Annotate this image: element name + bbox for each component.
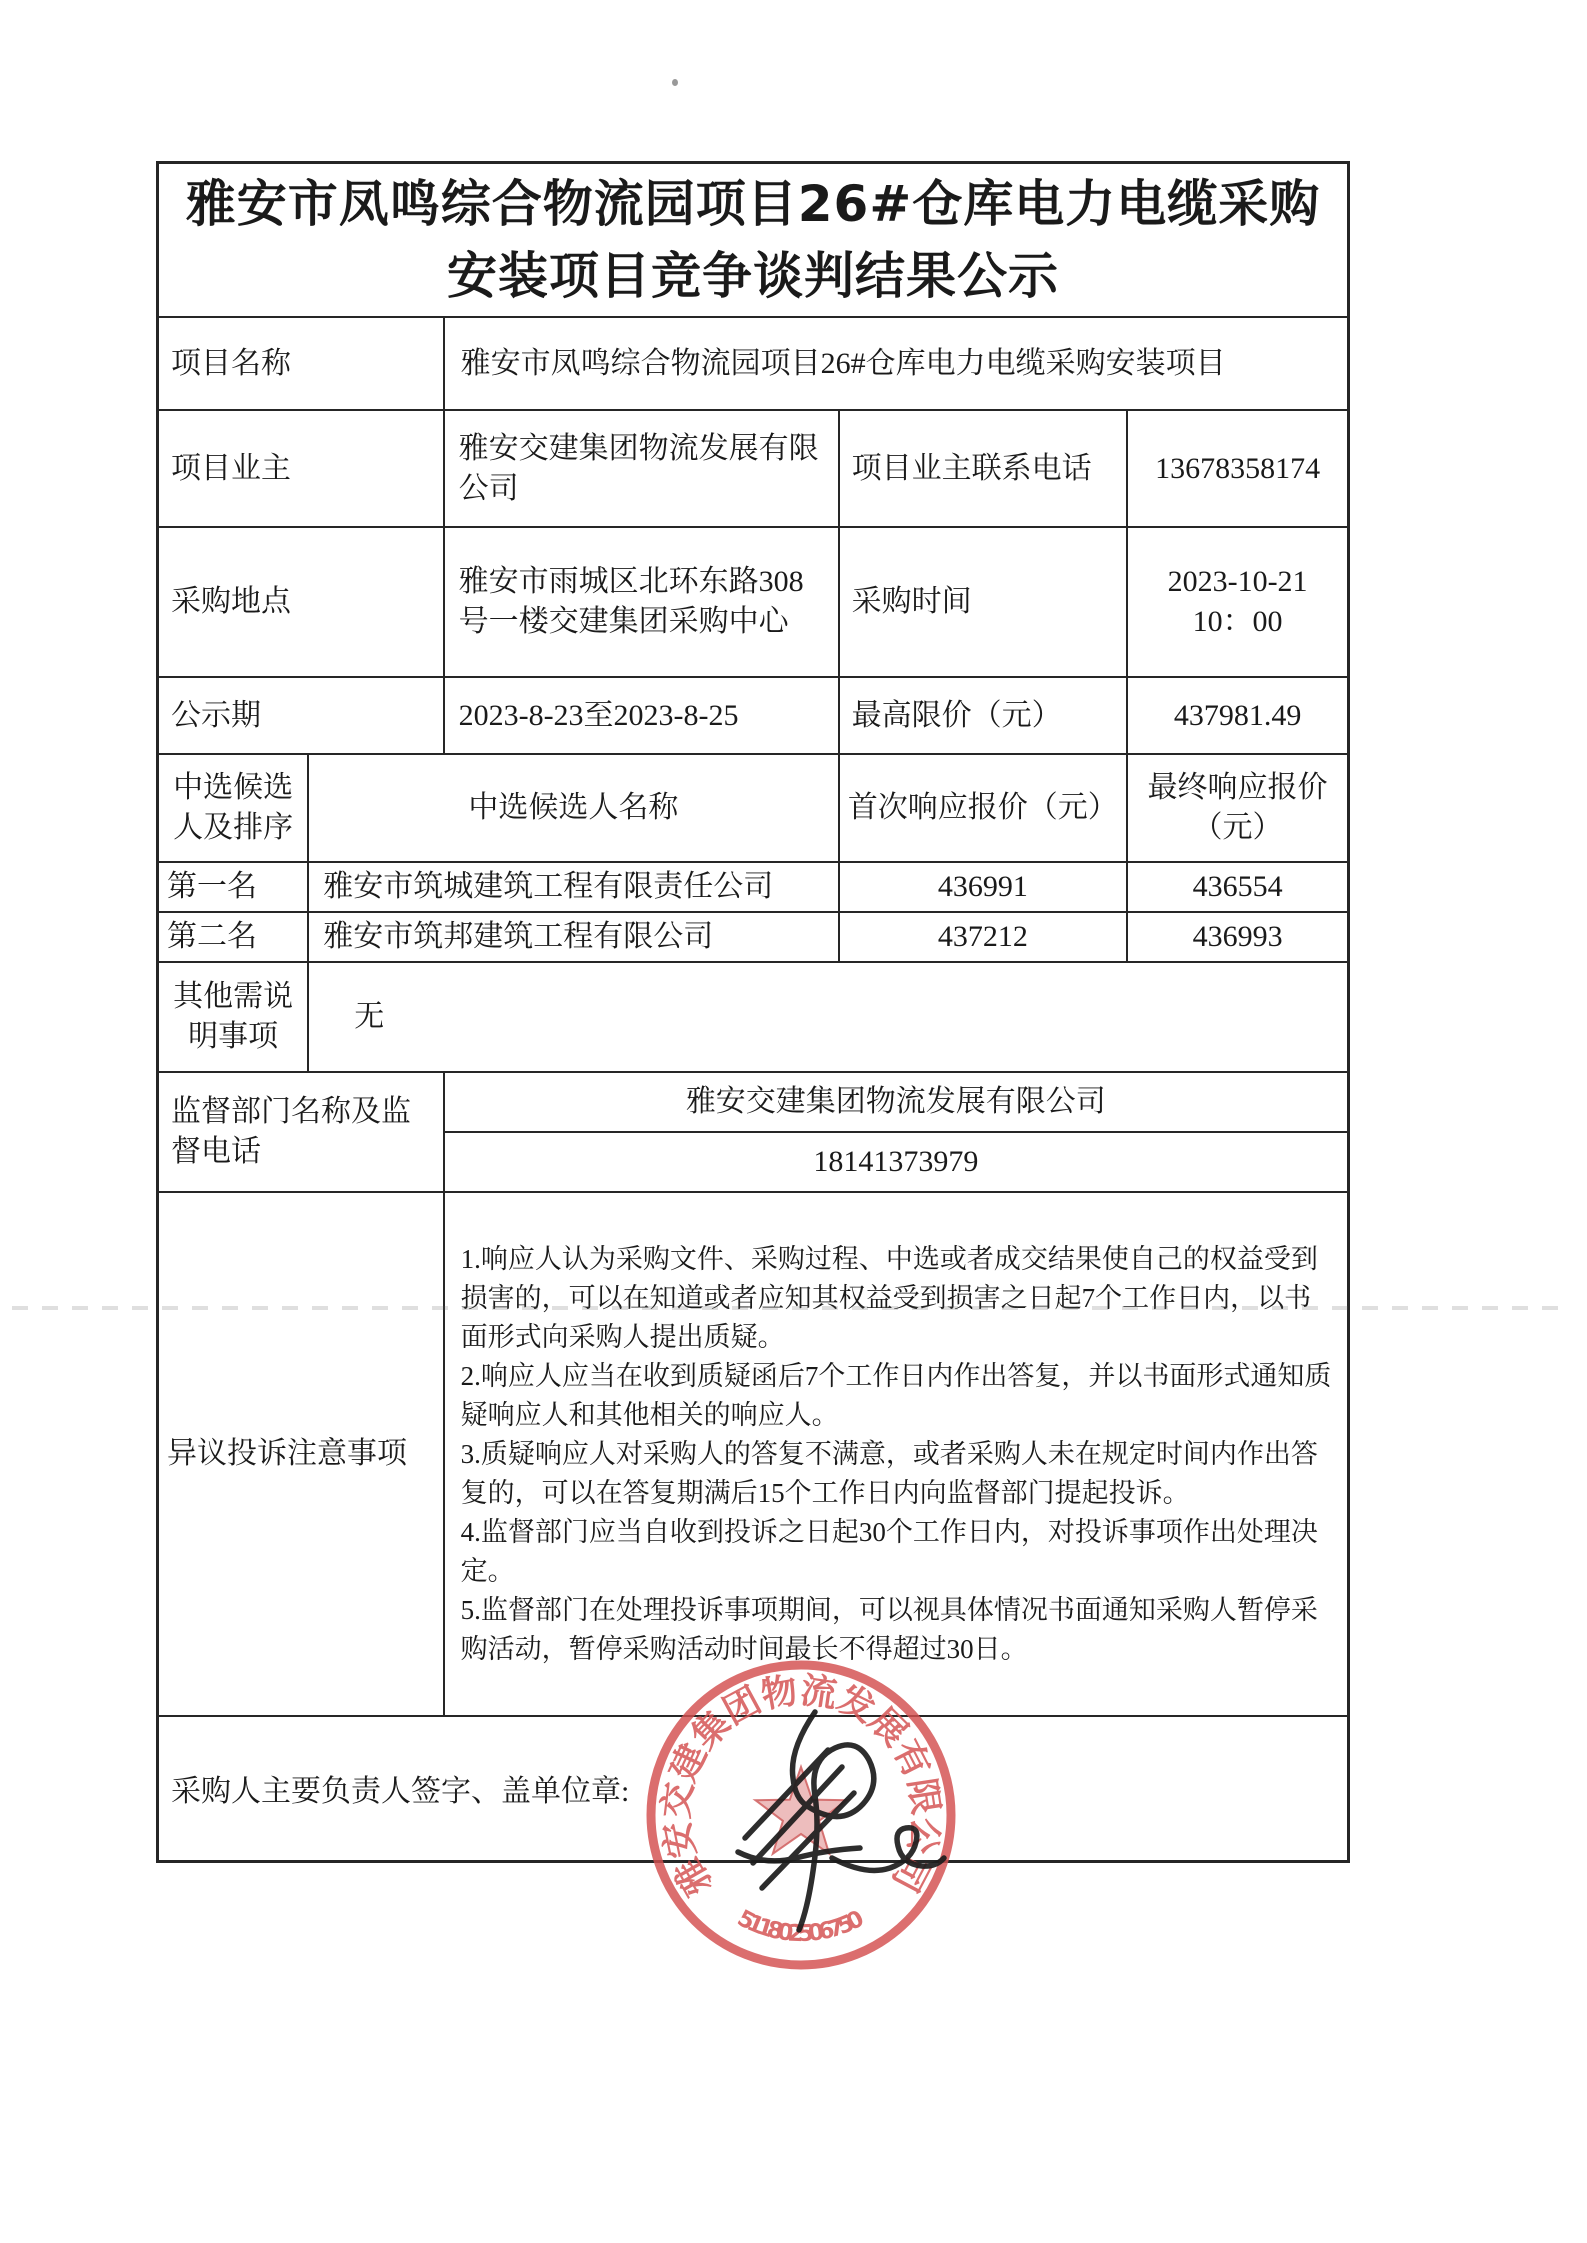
candidate-1-first-offer: 436991 [838, 863, 1127, 911]
scan-streak [12, 1306, 1572, 1310]
max-price-label: 最高限价（元） [838, 678, 1127, 753]
owner-phone-label: 项目业主联系电话 [838, 411, 1127, 526]
other-notes-label [159, 963, 307, 1071]
objection-item-1: 1.响应人认为采购文件、采购过程、中选或者成交结果使自己的权益受到损害的，可以在知道或者应知其权益受到损害之日起7个工作日内，以书面形式向采购人提出质疑。 [460, 1243, 1318, 1352]
max-price-value: 437981.49 [1126, 678, 1347, 753]
time-value-hour: 10：00 [1192, 605, 1283, 638]
time-value [1126, 528, 1347, 676]
rank-header-line1: 中选候选 [173, 771, 294, 804]
location-value: 雅安市雨城区北环东路308号一楼交建集团采购中心 [443, 528, 838, 676]
time-label: 采购时间 [838, 528, 1127, 676]
seal-code: 511802506750 [732, 1905, 869, 1948]
candidate-1-final-offer: 436554 [1126, 863, 1347, 911]
row-publicity-period [159, 676, 1347, 753]
final-offer-header-line2: （元） [1192, 811, 1283, 844]
time-value-date: 2023-10-21 [1167, 565, 1308, 598]
final-offer-header [1126, 755, 1347, 861]
rank-header [159, 755, 307, 861]
owner-value: 雅安交建集团物流发展有限公司 [443, 411, 838, 526]
owner-phone-value: 13678358174 [1126, 411, 1347, 526]
notice-title-line1: 雅安市凤鸣综合物流园项目26#仓库电力电缆采购 [185, 175, 1321, 233]
supervision-values [443, 1073, 1347, 1191]
row-project-owner [159, 409, 1347, 526]
candidate-2-final-offer: 436993 [1126, 913, 1347, 961]
other-notes-label-line2: 明事项 [188, 1020, 279, 1053]
supervision-label: 监督部门名称及监督电话 [171, 1095, 411, 1168]
project-name-label: 项目名称 [171, 346, 291, 380]
first-offer-header: 首次响应报价（元） [838, 755, 1127, 861]
publicity-value: 2023-8-23至2023-8-25 [443, 678, 838, 753]
notice-title-line2: 安装项目竞争谈判结果公示 [447, 247, 1059, 305]
row-procurement-location [159, 526, 1347, 676]
candidate-2-name: 雅安市筑邦建筑工程有限公司 [307, 913, 837, 961]
row-project-name [159, 316, 1347, 409]
seal-company-name: 雅安交建集团物流发展有限公司 [655, 1669, 947, 1903]
notice-title [159, 164, 1347, 316]
objection-item-4: 4.监督部门应当自收到投诉之日起30个工作日内，对投诉事项作出处理决定。 [460, 1516, 1318, 1586]
candidate-2-first-offer: 437212 [838, 913, 1127, 961]
other-notes-value: 无 [307, 963, 1347, 1071]
scan-speck [672, 79, 678, 86]
supervision-phone: 18141373979 [445, 1131, 1347, 1191]
final-offer-header-line1: 最终响应报价 [1147, 771, 1328, 804]
candidate-1-name: 雅安市筑城建筑工程有限责任公司 [307, 863, 837, 911]
rank-header-line2: 人及排序 [173, 811, 294, 844]
objection-item-3: 3.质疑响应人对采购人的答复不满意，或者采购人未在规定时间内作出答复的，可以在答复期满后15个工作日内向监督部门提起投诉。 [460, 1438, 1318, 1508]
project-name-value: 雅安市凤鸣综合物流园项目26#仓库电力电缆采购安装项目 [443, 318, 1347, 409]
candidate-row-2 [159, 911, 1347, 961]
candidate-1-rank: 第一名 [167, 870, 257, 903]
publicity-label: 公示期 [171, 698, 261, 732]
other-notes-label-line1: 其他需说 [173, 980, 294, 1013]
supervision-department: 雅安交建集团物流发展有限公司 [685, 1085, 1106, 1118]
row-other-notes [159, 961, 1347, 1071]
owner-label: 项目业主 [171, 451, 291, 485]
objection-item-2: 2.响应人应当在收到质疑函后7个工作日内作出答复，并以书面形式通知质疑响应人和其他相关的响应人。 [460, 1360, 1332, 1430]
candidate-name-header: 中选候选人名称 [307, 755, 837, 861]
company-seal-and-signature [570, 1600, 1040, 2070]
candidate-2-rank: 第二名 [167, 920, 257, 953]
location-label: 采购地点 [171, 585, 291, 618]
signature-label: 采购人主要负责人签字、盖单位章: [171, 1774, 630, 1808]
objection-label: 异议投诉注意事项 [167, 1437, 407, 1470]
candidate-row-1 [159, 861, 1347, 911]
objection-item-5: 5.监督部门在处理投诉事项期间，可以视具体情况书面通知采购人暂停采购活动，暂停采购活动时间最长不得超过30日。 [460, 1594, 1318, 1664]
row-supervision [159, 1071, 1347, 1191]
row-candidates-header [159, 753, 1347, 861]
